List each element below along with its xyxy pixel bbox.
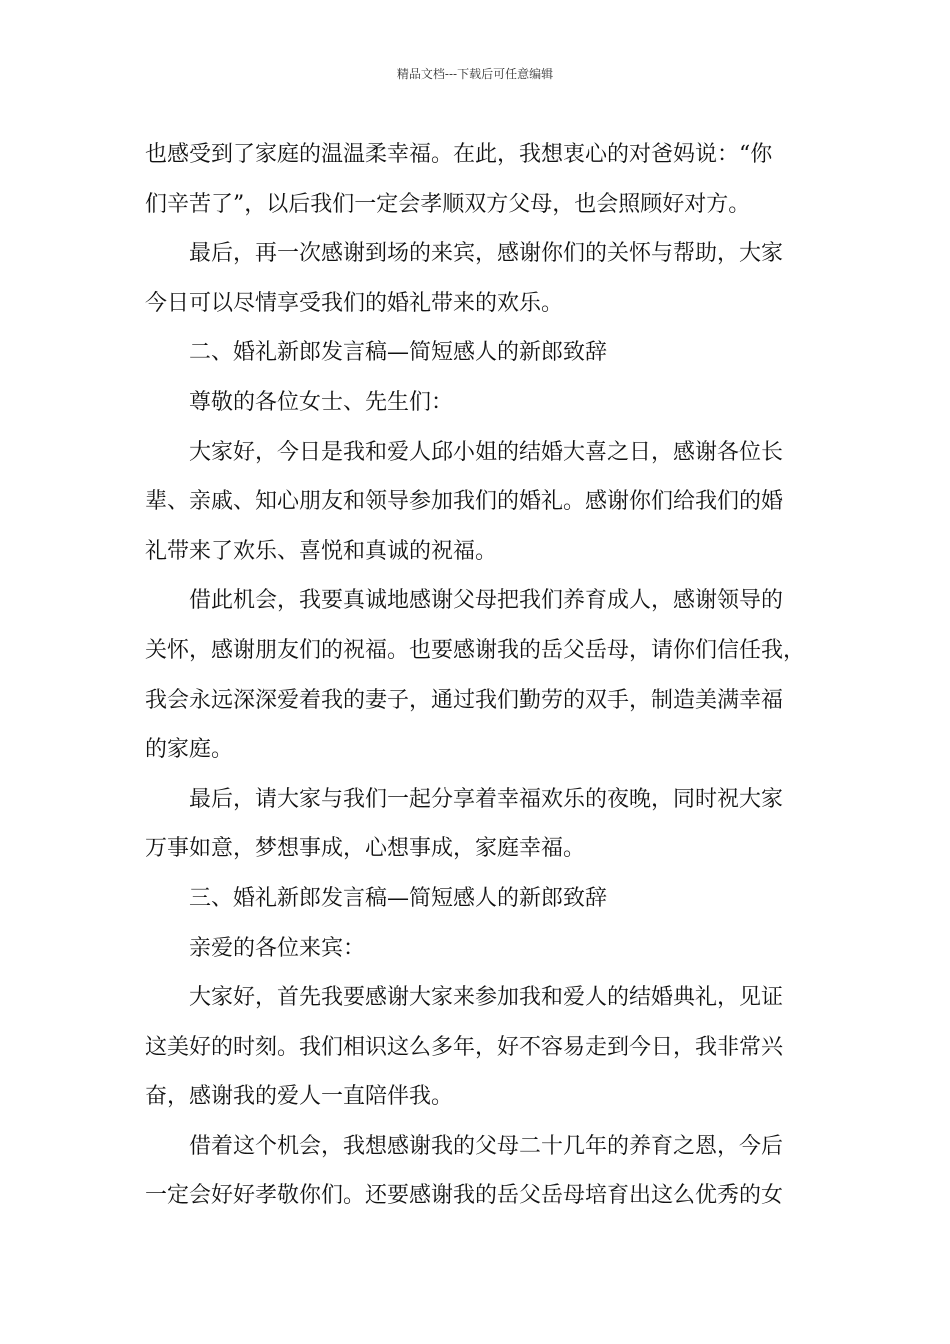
text-line: 二、婚礼新郎发言稿—简短感人的新郎致辞 xyxy=(189,340,608,366)
text-line: 也感受到了家庭的温温柔幸福。在此，我想衷心的对爸妈说：“你 xyxy=(145,142,773,167)
salutation-3 xyxy=(145,924,807,974)
text-line: 大家好，首先我要感谢大家来参加我和爱人的结婚典礼，见证 xyxy=(189,985,784,1011)
section-heading-2 xyxy=(145,328,807,378)
document-body xyxy=(145,130,807,1221)
text-line: 这美好的时刻。我们相识这么多年，好不容易走到今日，我非常兴 xyxy=(145,1034,784,1060)
section-heading-3 xyxy=(145,874,807,924)
paragraph-1 xyxy=(145,130,807,229)
paragraph-11 xyxy=(145,1122,807,1221)
page-header: 精品文档---下载后可任意编辑 xyxy=(396,67,554,81)
text-line: 最后，再一次感谢到场的来宾，感谢你们的关怀与帮助，大家 xyxy=(189,241,784,267)
text-line: 尊敬的各位女士、先生们： xyxy=(189,389,454,415)
paragraph-6 xyxy=(145,576,807,774)
text-line: 亲爱的各位来宾： xyxy=(189,935,366,961)
text-line: 关怀，感谢朋友们的祝福。也要感谢我的岳父岳母，请你们信任我， xyxy=(145,637,806,663)
text-line: 辈、亲戚、知心朋友和领导参加我们的婚礼。感谢你们给我们的婚 xyxy=(145,489,784,515)
paragraph-7 xyxy=(145,775,807,874)
text-line: 今日可以尽情享受我们的婚礼带来的欢乐。 xyxy=(145,290,564,316)
paragraph-5 xyxy=(145,428,807,577)
paragraph-2 xyxy=(145,229,807,328)
paragraph-10 xyxy=(145,973,807,1122)
text-line: 奋，感谢我的爱人一直陪伴我。 xyxy=(145,1084,454,1110)
text-line: 们辛苦了”，以后我们一定会孝顺双方父母，也会照顾好对方。 xyxy=(145,191,751,217)
text-line: 三、婚礼新郎发言稿—简短感人的新郎致辞 xyxy=(189,885,608,911)
text-line: 借此机会，我要真诚地感谢父母把我们养育成人，感谢领导的 xyxy=(189,588,784,614)
salutation-2 xyxy=(145,378,807,428)
text-line: 我会永远深深爱着我的妻子，通过我们勤劳的双手，制造美满幸福 xyxy=(145,687,784,713)
text-line: 万事如意，梦想事成，心想事成，家庭幸福。 xyxy=(145,836,586,862)
text-line: 大家好，今日是我和爱人邱小姐的结婚大喜之日，感谢各位长 xyxy=(189,439,784,465)
text-line: 最后，请大家与我们一起分享着幸福欢乐的夜晚，同时祝大家 xyxy=(189,786,784,812)
text-line: 的家庭。 xyxy=(145,737,234,763)
text-line: 一定会好好孝敬你们。还要感谢我的岳父岳母培育出这么优秀的女 xyxy=(145,1183,784,1209)
text-line: 借着这个机会，我想感谢我的父母二十几年的养育之恩，今后 xyxy=(189,1133,784,1159)
text-line: 礼带来了欢乐、喜悦和真诚的祝福。 xyxy=(145,538,498,564)
